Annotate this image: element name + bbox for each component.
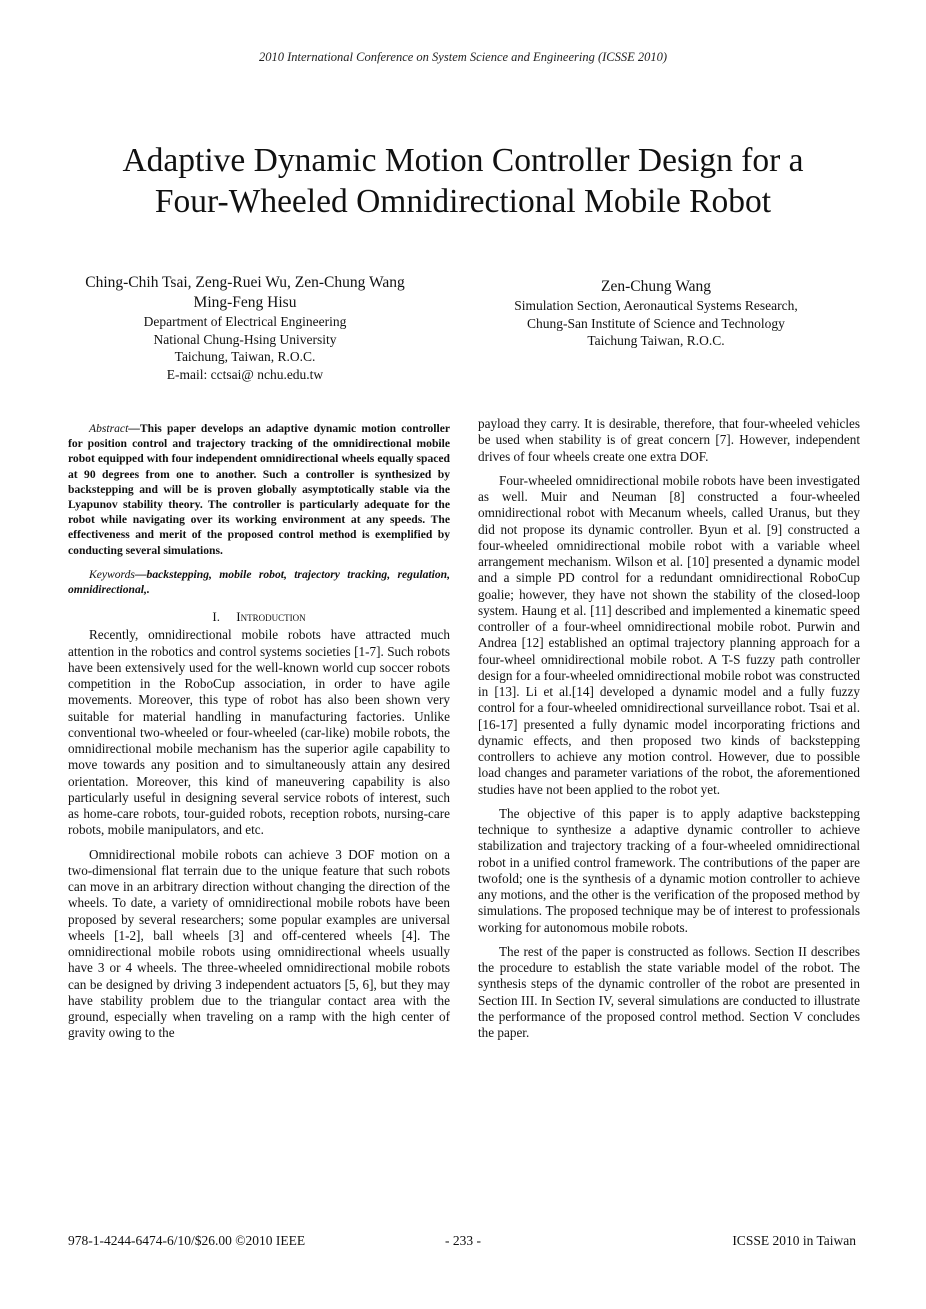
keywords-text: —backstepping, mobile robot, trajectory tracking, regulation, omnidirectional,. <box>68 567 450 597</box>
footer-conference: ICSSE 2010 in Taiwan <box>732 1233 856 1248</box>
author-names-line-2: Ming-Feng Hisu <box>193 294 297 311</box>
keywords <box>68 567 450 597</box>
author-section: Simulation Section, Aeronautical Systems Research, <box>514 298 798 313</box>
author-department: Department of Electrical Engineering <box>143 314 347 329</box>
author-location: Taichung Taiwan, R.O.C. <box>587 333 725 348</box>
left-column <box>68 421 450 1042</box>
conference-header: 2010 International Conference on System Science and Engineering (ICSSE 2010) <box>258 50 668 64</box>
paragraph: Recently, omnidirectional mobile robots have attracted much attention in the robotics and control systems societies [1-7]. Such robots have been extensively used for the well-known world cup soccer robots competition in the RoboCup association, in order to have agile movements. Moreover, this type of robot has also been shown very suitable for material handling in manufacturing factories. Unlike conventional two-wheeled or four-wheeled (car-like) mobile robots, the omnidirectional mobile mechanism has the superior agile capability to move towards any position and to simultaneously attain any desired orientation. Moreover, this kind of maneuvering capability is also particularly useful in designing several service robots of interest, such as home-care robots, tour-guided robots, reception robots, nursing-care robots, mobile manipulators, and etc. <box>68 627 450 838</box>
author-block-left <box>60 273 430 383</box>
abstract-label: Abstract <box>89 422 129 435</box>
author-university: National Chung-Hsing University <box>153 331 337 347</box>
author-block-right <box>478 277 834 350</box>
section-heading-introduction <box>68 609 450 625</box>
paper-title-line-1: Adaptive Dynamic Motion Controller Design for a <box>122 142 804 179</box>
section-number: I. <box>212 609 220 625</box>
paragraph: The rest of the paper is constructed as follows. Section II describes the procedure to establish the state variable model of the robot. The synthesis steps of the dynamic controller of the robot are presented in Section III. In Section IV, several simulations are conducted to illustrate the performance of the proposed control method. Section V concludes the paper. <box>478 943 860 1040</box>
author-email[interactable]: E-mail: cctsai@ nchu.edu.tw <box>166 366 324 382</box>
footer-page-number: - 233 - <box>445 1233 481 1248</box>
author-institute: Chung-San Institute of Science and Technology <box>527 315 785 331</box>
right-column <box>478 416 860 1041</box>
paragraph: payload they carry. It is desirable, therefore, that four-wheeled vehicles be used when stability is of great concern [7]. However, independent drives of four wheels create one extra DOF. <box>478 416 860 464</box>
abstract <box>68 421 450 558</box>
paragraph: Four-wheeled omnidirectional mobile robots have been investigated as well. Muir and Neuman [8] constructed a four-wheeled omnidirectional robot with Mecanum wheels, called Uranus, but they did not propose its dynamic controller. Byun et al. [9] constructed a four-wheeled omnidirectional mobile robot with a variable wheel arrangement mechanism. Wilson et al. [10] presented a dynamic model and a simple PD control for a redundant omnidirectional RoboCup goalie; however, they have not shown the stability of the closed-loop system. Haung et al. [11] described and implemented a kinematic speed controller of a four-wheel omnidirectional mobile robot. Purwin and Andrea [12] established an optimal trajectory planning approach for a four-wheel omnidirectional mobile robot. A T-S fuzzy path controller design for a four-wheeled omnidirectional mobile robot was constructed in [13]. Li et al.[14] developed a dynamic model and a fully fuzzy control for a four-wheeled omnidirectional surveillance robot. Tsai et al. [16-17] presented a fully dynamic model incorporating frictions and dynamic effects, and then proposed two kinds of backstepping controllers to achieve any motion control. However, due to possible load changes and parameter variations of the robot, the aforementioned studies have not been applied to the robot yet. <box>478 472 860 797</box>
paper-title-line-2: Four-Wheeled Omnidirectional Mobile Robot <box>154 183 772 220</box>
section-title: Introduction <box>236 609 306 625</box>
paragraph: The objective of this paper is to apply adaptive backstepping technique to synthesize a adaptive dynamic controller to achieve stabilization and trajectory tracking of a four-wheeled omnidirectional robot in a unified control framework. The contributions of the paper are twofold; one is the synthesis of a dynamic motion controller to achieve any motions, and the other is the verification of the proposed method by simulations. The proposed technique may be of interest to professionals working for autonomous mobile robots. <box>478 805 860 935</box>
abstract-text: —This paper develops an adaptive dynamic motion controller for position control and trajectory tracking of the omnidirectional mobile robot equipped with four independent omnidirectional wheels equally spaced at 90 degrees from one to another. Such a controller is synthesized by backstepping and will be is proven globally asymptotically stable via the Lyapunov stability theory. The controller is particularly adequate for the robot while navigating over its working environment at any speeds. The effectiveness and merit of the proposed control method is exemplified by conducting several simulations. <box>68 422 450 557</box>
footer-copyright: 978-1-4244-6474-6/10/$26.00 ©2010 IEEE <box>68 1233 306 1248</box>
paragraph: Omnidirectional mobile robots can achieve 3 DOF motion on a two-dimensional flat terrain due to the unique feature that such robots can move in an arbitrary direction without changing the direction of the wheels. To date, a variety of omnidirectional mobile robots have been proposed by several researchers; some popular examples are universal wheels [1-2], ball wheels [3] and off-centered wheels [4]. The omnidirectional mobile robots using omnidirectional wheels usually have 3 or 4 wheels. The three-wheeled omnidirectional mobile robots can be designed by driving 3 independent actuators [5, 6], but they may have stability problem due to the triangular contact area with the ground, especially when traveling on a ramp with the high center of gravity owing to the <box>68 846 450 1041</box>
author-name: Zen-Chung Wang <box>601 278 711 295</box>
keywords-label: Keywords <box>89 567 135 581</box>
author-location: Taichung, Taiwan, R.O.C. <box>174 349 316 364</box>
author-names: Ching-Chih Tsai, Zeng-Ruei Wu, Zen-Chung Wang <box>85 274 405 291</box>
paper-title <box>40 140 886 222</box>
